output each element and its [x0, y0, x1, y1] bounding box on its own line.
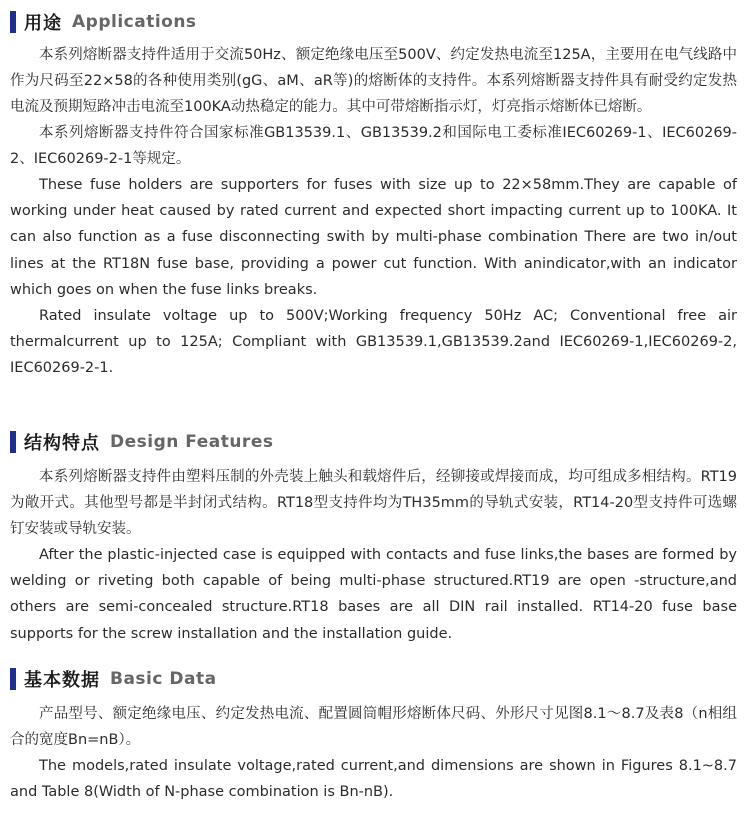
paragraph: 本系列熔断器支持件适用于交流50Hz、额定绝缘电压至500V、约定发热电流至125A，主要用在电气线路中作为尺码至22×58的各种使用类别(gG、aM、aR等)的熔断体的支持件。本系列熔断器支持件具有耐受约定发热电流及预期短路冲击电流至100KA动热稳定的能力。其中可带熔断指示灯，灯亮指示熔断体已熔断。: [10, 47, 737, 115]
paragraph: These fuse holders are supporters for fuses with size up to 22×58mm.They are capable of working under heat caused by rated current and expected short impacting current up to 100KA. It can also function as a fuse disconnecting swith by multi-phase combination There are two in/out lines at the RT18N fuse base, providing a power cut function. With anindicator,with an indicator which goes on when the fuse links breaks.: [10, 177, 737, 298]
heading-title-en: Basic Data: [110, 669, 217, 689]
section-heading-basic-data: [10, 666, 217, 692]
section-body-applications: [10, 42, 737, 382]
section-body-design-features: [10, 464, 737, 647]
paragraph: After the plastic-injected case is equipped with contacts and fuse links,the bases are formed by welding or riveting both capable of being multi-phase structured.RT19 are open -structure,and others are semi-concealed structure.RT18 bases are all DIN rail installed. RT14-20 fuse base supports for the screw installation and the installation guide.: [10, 547, 737, 642]
heading-title-zh: 用途: [24, 13, 62, 34]
paragraph: 本系列熔断器支持件符合国家标准GB13539.1、GB13539.2和国际电工委标准IEC60269-1、IEC60269-2、IEC60269-2-1等规定。: [10, 125, 737, 167]
paragraph: Rated insulate voltage up to 500V;Working frequency 50Hz AC; Conventional free air thermalcurrent up to 125A; Compliant with GB13539.1,GB13539.2and IEC60269-1,IEC60269-2, IEC60269-2-1.: [10, 308, 737, 377]
heading-bar: [10, 431, 16, 453]
heading-title-en: Applications: [72, 12, 197, 32]
section-body-basic-data: [10, 701, 737, 805]
section-heading-design-features: [10, 429, 273, 455]
paragraph: 产品型号、额定绝缘电压、约定发热电流、配置圆筒帽形熔断体尺码、外形尺寸见图8.1～8.7及表8（n相组合的宽度Bn=nB）。: [10, 706, 737, 748]
heading-bar: [10, 668, 16, 690]
paragraph: The models,rated insulate voltage,rated current,and dimensions are shown in Figures 8.1~8.7 and Table 8(Width of N-phase combination is Bn-nB).: [10, 758, 737, 801]
heading-title-en: Design Features: [110, 432, 274, 452]
heading-bar: [10, 11, 16, 33]
heading-title-zh: 基本数据: [24, 670, 100, 691]
section-heading-applications: [10, 9, 197, 35]
heading-title-zh: 结构特点: [24, 433, 100, 454]
paragraph: 本系列熔断器支持件由塑料压制的外壳装上触头和载熔件后，经铆接或焊接而成，均可组成多相结构。RT19为敞开式。其他型号都是半封闭式结构。RT18型支持件均为TH35mm的导轨式安装，RT14-20型支持件可选螺钉安装或导轨安装。: [10, 469, 737, 537]
